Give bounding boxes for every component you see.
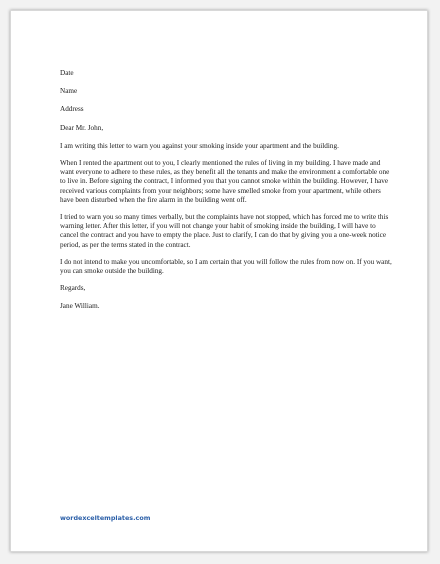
letter-body	[60, 69, 392, 321]
closing: Regards,	[60, 284, 86, 293]
address-line: Address	[60, 105, 84, 114]
paragraph-2: When I rented the apartment out to you, I clearly mentioned the rules of living in my building. I have made and want everyone to adhere to these rules, as they benefit all the tenants and make the environment a comfortable one to live in. Before signing the contract, I informed you that you cannot smoke within the building. However, I have received various complaints from your neighbors; some have smelled smoke from your apartment, while others have been disturbed when the fire alarm in the building went off.	[60, 159, 390, 204]
signature: Jane William.	[60, 302, 100, 311]
salutation: Dear Mr. John,	[60, 123, 104, 132]
footer-site-link[interactable]: wordexceltemplates.com	[60, 514, 151, 522]
paragraph-4: I do not intend to make you uncomfortable, so I am certain that you will follow the rules from now on. If you want, you can smoke outside the building.	[60, 257, 392, 276]
paragraph-1: I am writing this letter to warn you against your smoking inside your apartment and the building.	[60, 141, 339, 150]
date-line: Date	[60, 69, 74, 77]
name-line: Name	[60, 87, 78, 96]
paragraph-3: I tried to warn you so many times verbally, but the complaints have not stopped, which has forced me to write this warning letter. After this letter, if you will not change your habit of smoking inside the building, I will have to cancel the contract and you have to empty the place. Just to clarify, I can do that by giving you a one-week notice period, as per the terms stated in the contract.	[60, 213, 389, 249]
document-page	[10, 10, 428, 552]
